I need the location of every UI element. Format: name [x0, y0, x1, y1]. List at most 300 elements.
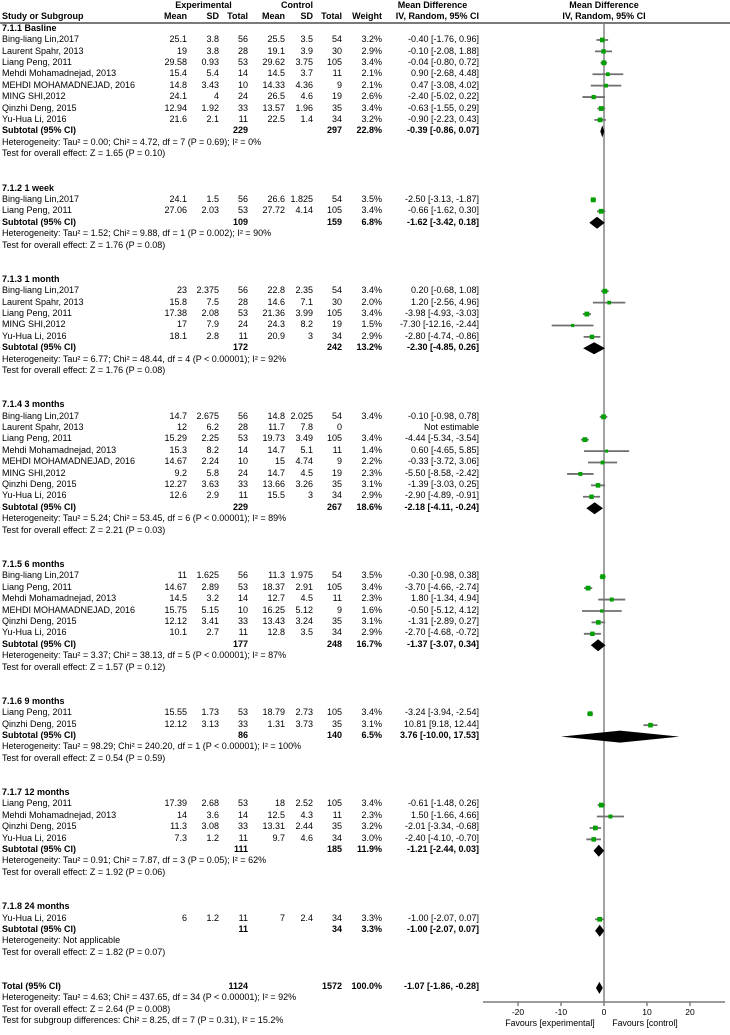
study-row [0, 114, 481, 125]
exp-mean: 12.6 [169, 490, 187, 501]
weight: 100.0% [351, 980, 382, 991]
exp-sd [189, 981, 221, 992]
ctrl-sd: 4.5 [300, 593, 313, 604]
axis-tick-label: 10 [642, 1007, 652, 1017]
exp-total: 33 [237, 718, 248, 729]
ci-text: 0.90 [-2.68, 4.48] [410, 68, 479, 79]
ctrl-sd: 3.49 [295, 433, 313, 444]
ctrl-mean: 12.7 [267, 593, 285, 604]
exp-sd: 2.9 [206, 490, 219, 501]
effect-marker [596, 483, 601, 488]
exp-mean: 14.5 [169, 593, 187, 604]
exp-mean [157, 217, 189, 228]
study-name: Subtotal (95% CI) [2, 638, 77, 649]
exp-mean: 24.1 [169, 193, 187, 204]
effect-marker [601, 414, 606, 419]
exp-mean: 12 [176, 422, 187, 433]
study-row [0, 46, 481, 57]
exp-mean: 25.1 [169, 34, 187, 45]
study-row [0, 194, 481, 205]
exp-mean: 14 [176, 809, 187, 820]
exp-mean [157, 342, 189, 353]
ctrl-mean [250, 125, 287, 136]
effect-marker [584, 312, 589, 317]
study-row [0, 456, 481, 467]
section-label: 7.1.4 3 months [2, 399, 65, 410]
axis-tick-label: 0 [601, 1007, 607, 1017]
section-label: 7.1.1 Basline [2, 22, 57, 33]
study-name: Mehdi Mohamadnejad, 2013 [2, 593, 117, 604]
study-name: Total (95% CI) [2, 980, 61, 991]
spacer-row [0, 958, 481, 969]
experimental-group-label: Experimental [175, 0, 232, 10]
exp-total: 53 [237, 205, 248, 216]
ci-text: -0.04 [-0.80, 0.72] [407, 57, 479, 68]
effect-marker [592, 95, 596, 99]
study-row [0, 91, 481, 102]
ci-text: -0.61 [-1.48, 0.26] [407, 798, 479, 809]
ctrl-mean: 29.62 [262, 57, 285, 68]
ctrl-sd: 4.14 [295, 205, 313, 216]
effect-marker [601, 60, 606, 65]
ctrl-total: 105 [326, 581, 342, 592]
exp-mean: 15.29 [164, 433, 187, 444]
study-name: Study or Subgroup [2, 11, 84, 22]
study-row [0, 479, 481, 490]
subtotal-diamond [586, 502, 603, 514]
spacer-row [0, 388, 481, 399]
exp-mean: 15.75 [164, 604, 187, 615]
ctrl-sd [287, 981, 315, 992]
effect-marker [589, 495, 593, 499]
ctrl-sd: 2.025 [290, 410, 313, 421]
ci-text: 3.76 [-10.00, 17.53] [399, 730, 479, 740]
weight: 16.7% [356, 638, 382, 649]
exp-mean: Mean [163, 11, 187, 22]
section-label: 7.1.2 1 week [2, 182, 55, 193]
weight: 3.4% [361, 102, 382, 113]
exp-mean: 23 [176, 285, 187, 296]
study-row [0, 433, 481, 444]
ci-text: -5.50 [-8.58, -2.42] [404, 467, 479, 478]
exp-sd: 7.5 [206, 296, 219, 307]
exp-total: 11 [238, 627, 248, 638]
exp-sd: 5.15 [201, 604, 219, 615]
exp-total: 28 [237, 296, 248, 307]
exp-mean: 14.67 [164, 456, 187, 467]
ctrl-total: 54 [331, 410, 342, 421]
exp-mean [157, 730, 189, 741]
ctrl-sd: 3.75 [295, 57, 313, 68]
ctrl-mean: 16.25 [262, 604, 285, 615]
ctrl-total: 19 [331, 91, 342, 102]
study-name: Bing-liang Lin,2017 [2, 285, 80, 296]
ci-text: 0.60 [-4.65, 5.85] [410, 444, 479, 455]
study-name: MING SHI,2012 [2, 319, 66, 330]
ctrl-total: 35 [331, 479, 342, 490]
study-name: Subtotal (95% CI) [2, 923, 77, 934]
weight: 3.4% [361, 707, 382, 718]
weight: 3.4% [361, 581, 382, 592]
study-row [0, 605, 481, 616]
ctrl-sd [287, 639, 315, 650]
study-name: Yu-Hua Li, 2016 [2, 912, 67, 923]
ctrl-mean: 14.7 [267, 444, 285, 455]
exp-sd [189, 342, 221, 353]
ctrl-sd [287, 342, 315, 353]
ctrl-mean [250, 342, 287, 353]
study-name: Subtotal (95% CI) [2, 844, 77, 855]
ctrl-total: 19 [331, 467, 342, 478]
ctrl-mean: 13.57 [262, 102, 285, 113]
weight: 3.1% [361, 479, 382, 490]
study-row [0, 821, 481, 832]
weight: 2.9% [361, 45, 382, 56]
exp-mean: 21.6 [169, 114, 187, 125]
study-name: MEHDI MOHAMADNEJAD, 2016 [2, 604, 136, 615]
ctrl-mean: 12.5 [267, 809, 285, 820]
ctrl-mean: 1.31 [267, 718, 285, 729]
effect-marker [590, 335, 594, 339]
ctrl-sd: 8.2 [300, 319, 313, 330]
study-name: Qinzhi Deng, 2015 [2, 615, 77, 626]
spacer-row [0, 878, 481, 889]
ctrl-sd: 4.6 [300, 91, 313, 102]
ci-text: -2.30 [-4.85, 0.26] [406, 342, 479, 353]
exp-mean: 29.58 [164, 57, 187, 68]
study-name: Liang Peng, 2011 [2, 205, 72, 216]
effect-marker [571, 324, 574, 327]
ci-text: -0.90 [-2.23, 0.43] [407, 114, 479, 125]
ci-text: 0.20 [-0.68, 1.08] [410, 285, 479, 296]
weight: 2.9% [361, 490, 382, 501]
exp-total: 86 [237, 730, 248, 740]
spacer-row [0, 673, 481, 684]
weight: 3.4% [361, 205, 382, 216]
mean-difference-label: Mean Difference [397, 0, 468, 10]
ctrl-sd: 3.99 [295, 307, 313, 318]
ci-text: Not estimable [423, 422, 479, 433]
exp-mean: 7.3 [174, 832, 187, 843]
study-row [0, 319, 481, 330]
effect-marker [599, 209, 604, 214]
ci-text: 10.81 [9.18, 12.44] [403, 718, 479, 729]
exp-sd: 1.73 [201, 707, 219, 718]
effect-marker [591, 197, 596, 202]
exp-total: 14 [237, 68, 248, 79]
exp-total: 10 [237, 604, 248, 615]
exp-sd: 7.9 [206, 319, 219, 330]
study-row [0, 308, 481, 319]
weight [344, 422, 384, 433]
total-row [0, 981, 481, 992]
spacer-row [0, 548, 481, 559]
exp-total: 14 [237, 809, 248, 820]
study-name: Mehdi Mohamadnejad, 2013 [2, 68, 117, 79]
overall-effect-note: Test for overall effect: Z = 1.76 (P = 0.08) [2, 365, 166, 375]
ctrl-sd: 2.52 [295, 798, 313, 809]
exp-total: 53 [237, 57, 248, 68]
exp-total: 111 [233, 844, 248, 855]
study-row [0, 445, 481, 456]
subtotal-row [0, 502, 481, 513]
weight: 11.9% [356, 844, 382, 855]
ctrl-total: 34 [331, 627, 342, 638]
study-name: MING SHI,2012 [2, 91, 66, 102]
heterogeneity-note: Heterogeneity: Tau² = 98.29; Chi² = 240.20, df = 1 (P < 0.00001); I² = 100% [2, 741, 302, 752]
ctrl-mean: 14.7 [267, 467, 285, 478]
ctrl-total: 0 [336, 422, 342, 433]
weight: 6.8% [361, 216, 382, 227]
ci-text: IV, Random, 95% CI [395, 11, 479, 22]
exp-total: 229 [232, 125, 248, 136]
exp-total: 11 [238, 923, 248, 934]
ctrl-total: 35 [331, 718, 342, 729]
subtotal-row [0, 125, 481, 136]
weight: 22.8% [356, 125, 382, 136]
overall-effect-note: Test for overall effect: Z = 1.82 (P = 0.07) [2, 946, 166, 957]
ctrl-sd: 5.1 [300, 444, 313, 455]
weight: 2.6% [361, 91, 382, 102]
exp-sd: 0.93 [201, 57, 219, 68]
exp-total: 24 [237, 467, 248, 478]
exp-sd: 2.68 [201, 798, 219, 809]
exp-total: 33 [237, 102, 248, 113]
weight: 3.2% [361, 821, 382, 832]
study-name: Subtotal (95% CI) [2, 125, 77, 136]
study-name: Subtotal (95% CI) [2, 342, 77, 353]
effect-marker [590, 632, 594, 636]
study-row [0, 833, 481, 844]
ci-text: -2.80 [-4.74, -0.86] [404, 330, 479, 341]
overall-effect-note: Test for overall effect: Z = 0.54 (P = 0.59) [2, 752, 166, 763]
spacer-row [0, 251, 481, 262]
column-header-row [0, 11, 481, 22]
ctrl-total: 30 [331, 296, 342, 307]
ctrl-sd: 3.9 [300, 45, 313, 56]
study-name: Bing-liang Lin,2017 [2, 193, 80, 204]
section-label: 7.1.6 9 months [2, 695, 65, 706]
ctrl-sd: 2.91 [295, 581, 313, 592]
ctrl-mean: 18 [274, 798, 285, 809]
study-row [0, 798, 481, 809]
exp-mean [157, 924, 189, 935]
effect-marker [608, 815, 612, 819]
exp-total: 56 [237, 570, 248, 581]
ctrl-mean: 13.31 [262, 821, 285, 832]
ci-text: -0.33 [-3.72, 3.06] [407, 456, 479, 467]
ci-text: -1.37 [-3.07, 0.34] [406, 638, 479, 649]
heterogeneity-note: Heterogeneity: Tau² = 6.77; Chi² = 48.44, df = 4 (P < 0.00001); I² = 92% [2, 353, 287, 364]
exp-sd: 1.2 [206, 912, 219, 923]
spacer-row [0, 262, 481, 273]
effect-marker [588, 711, 593, 716]
section-label: 7.1.8 24 months [2, 901, 70, 912]
ci-text: -2.40 [-4.10, -0.70] [404, 832, 479, 843]
ctrl-total: 35 [331, 821, 342, 832]
exp-total: 109 [232, 216, 248, 227]
exp-mean: 12.12 [164, 615, 187, 626]
study-name: Bing-liang Lin,2017 [2, 34, 80, 45]
exp-mean: 27.06 [164, 205, 187, 216]
ctrl-sd: 5.12 [295, 604, 313, 615]
ci-text: -0.10 [-0.98, 0.78] [407, 410, 479, 421]
exp-sd: 5.4 [206, 68, 219, 79]
spacer-row [0, 536, 481, 547]
weight: 3.2% [361, 114, 382, 125]
total-diamond [596, 982, 603, 994]
ctrl-mean: 24.3 [267, 319, 285, 330]
ctrl-sd [287, 217, 315, 228]
exp-total: 10 [237, 79, 248, 90]
exp-sd [189, 844, 221, 855]
favours-left-label: Favours [experimental] [505, 1018, 595, 1028]
spacer-cell [0, 0, 157, 11]
study-row [0, 422, 481, 433]
exp-total: 14 [237, 593, 248, 604]
exp-total: 14 [237, 444, 248, 455]
weight: 2.3% [361, 467, 382, 478]
ctrl-sd: SD [300, 11, 313, 22]
exp-sd [189, 730, 221, 741]
exp-sd: 3.8 [206, 45, 219, 56]
study-name: Subtotal (95% CI) [2, 501, 77, 512]
effect-marker [601, 49, 605, 53]
ctrl-total: 34 [331, 330, 342, 341]
exp-mean: 15.4 [169, 68, 187, 79]
exp-sd [189, 502, 221, 513]
exp-total: 28 [237, 422, 248, 433]
heterogeneity-note: Heterogeneity: Tau² = 4.63; Chi² = 437.65, df = 34 (P < 0.00001); I² = 92% [2, 992, 297, 1003]
exp-mean [157, 844, 189, 855]
ctrl-total: 54 [331, 193, 342, 204]
ci-text: -1.31 [-2.89, 0.27] [407, 615, 479, 626]
ci-text: -2.40 [-5.02, 0.22] [407, 91, 479, 102]
overall-effect-note: Test for overall effect: Z = 1.65 (P = 0.10) [2, 148, 166, 159]
exp-sd: 2.375 [196, 285, 219, 296]
ctrl-sd: 4.6 [300, 832, 313, 843]
spacer-row [0, 684, 481, 695]
exp-total: 11 [238, 490, 248, 501]
ctrl-sd: 2.44 [295, 821, 313, 832]
section-label: 7.1.3 1 month [2, 273, 60, 284]
subtotal-row [0, 844, 481, 855]
ctrl-sd: 2.73 [295, 707, 313, 718]
ctrl-sd [287, 844, 315, 855]
weight: 3.5% [361, 193, 382, 204]
effect-marker [599, 106, 604, 111]
exp-total: 53 [237, 433, 248, 444]
exp-sd: 1.625 [196, 570, 219, 581]
section-label: 7.1.7 12 months [2, 787, 70, 798]
exp-mean: 9.2 [174, 467, 187, 478]
study-row [0, 57, 481, 68]
exp-total: 177 [232, 638, 248, 649]
weight: 18.6% [356, 501, 382, 512]
ctrl-mean: 13.66 [262, 479, 285, 490]
weight: 3.1% [361, 718, 382, 729]
ci-text: -3.98 [-4.93, -3.03] [404, 307, 479, 318]
plot-header-line1: Mean Difference [569, 0, 639, 10]
effect-marker [604, 84, 608, 88]
control-group-label: Control [281, 0, 313, 10]
effect-marker [593, 826, 598, 831]
exp-sd [189, 639, 221, 650]
ctrl-total: 34 [331, 923, 342, 934]
axis-tick-label: 20 [685, 1007, 695, 1017]
effect-marker [600, 574, 605, 579]
ctrl-mean: 13.43 [262, 615, 285, 626]
study-row [0, 616, 481, 627]
ctrl-mean: 25.5 [267, 34, 285, 45]
axis-tick-label: -20 [511, 1007, 525, 1017]
spacer-row [0, 890, 481, 901]
effect-marker [605, 450, 608, 453]
exp-sd [189, 924, 221, 935]
weight: 2.9% [361, 330, 382, 341]
exp-sd: 3.8 [206, 34, 219, 45]
subtotal-diamond [600, 125, 604, 137]
exp-total: 56 [237, 410, 248, 421]
exp-mean [157, 639, 189, 650]
ctrl-sd [287, 502, 315, 513]
study-row [0, 34, 481, 45]
axis-tick-label: -10 [554, 1007, 568, 1017]
weight: 1.4% [361, 444, 382, 455]
ci-text: -2.90 [-4.89, -0.91] [404, 490, 479, 501]
exp-sd: 1.5 [206, 193, 219, 204]
ctrl-mean: 19.73 [262, 433, 285, 444]
study-name: Qinzhi Deng, 2015 [2, 821, 77, 832]
study-row [0, 68, 481, 79]
study-name: Liang Peng, 2011 [2, 581, 72, 592]
ctrl-total: 248 [326, 638, 342, 649]
study-name: Subtotal (95% CI) [2, 216, 77, 227]
exp-total: 11 [238, 832, 248, 843]
ctrl-sd: 4.3 [300, 809, 313, 820]
exp-mean: 12.94 [164, 102, 187, 113]
ctrl-total: 35 [331, 102, 342, 113]
ctrl-total: 11 [332, 593, 342, 604]
ctrl-sd: 1.825 [290, 193, 313, 204]
effect-marker [648, 723, 653, 728]
exp-mean: 14.7 [169, 410, 187, 421]
heterogeneity-note: Heterogeneity: Not applicable [2, 935, 121, 946]
ctrl-sd: 1.975 [290, 570, 313, 581]
ctrl-total: 105 [326, 307, 342, 318]
ctrl-total: 185 [326, 844, 342, 855]
study-row [0, 468, 481, 479]
subtotal-diamond [595, 925, 604, 937]
ctrl-mean: 26.5 [267, 91, 285, 102]
ci-text: -1.21 [-2.44, 0.03] [406, 844, 479, 855]
exp-sd: 5.8 [206, 467, 219, 478]
weight: 3.5% [361, 570, 382, 581]
exp-mean: 11.3 [170, 821, 187, 832]
ctrl-sd: 7.8 [300, 422, 313, 433]
exp-mean: 12.27 [164, 479, 187, 490]
exp-mean: 11 [177, 570, 187, 581]
exp-total: 53 [237, 798, 248, 809]
spacer-row [0, 764, 481, 775]
ci-text: 1.80 [-1.34, 4.94] [410, 593, 479, 604]
study-row [0, 490, 481, 501]
exp-total: 11 [238, 330, 248, 341]
exp-sd: 3.41 [201, 615, 219, 626]
subgroup-difference-note: Test for subgroup differences: Chi² = 8.25, df = 7 (P = 0.31), I² = 15.2% [2, 1015, 284, 1026]
subtotal-diamond [591, 639, 606, 651]
weight: 2.2% [361, 456, 382, 467]
